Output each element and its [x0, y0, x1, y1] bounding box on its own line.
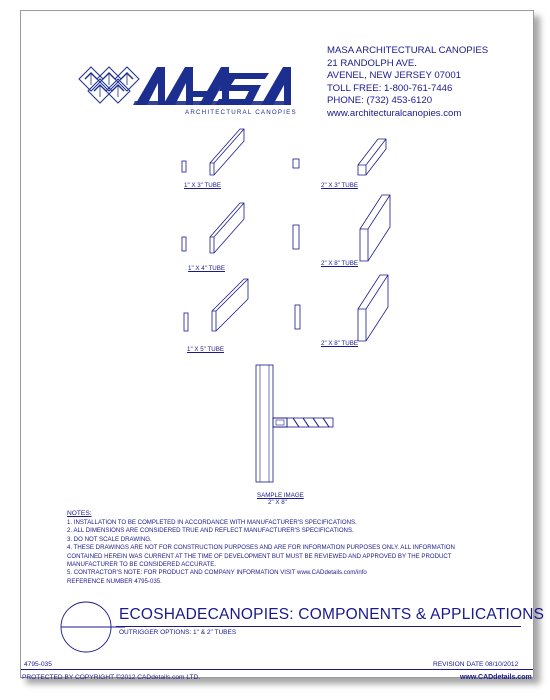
company-name: MASA ARCHITECTURAL CANOPIES	[327, 45, 489, 56]
logo-tagline: ARCHITECTURAL CANOPIES	[185, 109, 297, 116]
company-phone: PHONE: (732) 453-6120	[327, 95, 433, 106]
tube-label-2x8-second: 2" X 8" TUBE	[321, 340, 358, 347]
title-divider	[116, 626, 521, 627]
note-item: 2. ALL DIMENSIONS ARE CONSIDERED TRUE AND REFLECT MANUFACTURER'S SPECIFICATIONS.	[67, 527, 354, 535]
company-address-line1: 21 RANDOLPH AVE.	[327, 57, 417, 69]
drawing-reference-number: 4795-035	[24, 661, 52, 668]
note-item: MANUFACTURER TO BE CONSIDERED ACCURATE.	[67, 561, 216, 569]
tube-label-2x8: 2" X 8" TUBE	[321, 260, 358, 267]
section-marker-icon	[55, 597, 125, 657]
sample-image-size: 2" X 8"	[268, 499, 287, 506]
notes-title: NOTES:	[67, 510, 92, 517]
caddetails-link[interactable]: www.CADdetails.com	[460, 674, 532, 681]
note-item: CONTAINED HEREIN WAS CURRENT AT THE TIME OF DEVELOPMENT BUT MUST BE REVIEWED AND APPROVED BY THE PRODUCT	[67, 552, 452, 560]
footer-divider	[21, 669, 533, 670]
note-item: 1. INSTALLATION TO BE COMPLETED IN ACCORDANCE WITH MANUFACTURER'S SPECIFICATIONS.	[67, 519, 357, 526]
tube-label-1x4: 1" X 4" TUBE	[188, 265, 225, 272]
note-item: 3. DO NOT SCALE DRAWING.	[67, 535, 152, 543]
tube-label-1x3: 1" X 3" TUBE	[184, 182, 221, 189]
logo-wordmark	[133, 67, 291, 105]
tube-2x8-drawing	[286, 191, 396, 269]
note-item: 4. THESE DRAWINGS ARE NOT FOR CONSTRUCTION PURPOSES AND ARE FOR INFORMATION PURPOSES ONLY. ALL INFORMATION	[67, 544, 455, 552]
tube-2x8-second-drawing	[286, 269, 396, 349]
drawing-title: ECOSHADECANOPIES: COMPONENTS & APPLICATIONS	[119, 606, 545, 623]
tube-2x3-drawing	[286, 123, 386, 185]
drawing-sheet	[20, 10, 545, 678]
logo-emblem-icon	[79, 67, 139, 103]
company-tollfree: TOLL FREE: 1-800-761-7446	[327, 82, 453, 94]
note-item: REFERENCE NUMBER 4795-035.	[67, 577, 162, 585]
tube-1x5-drawing	[176, 275, 256, 347]
sample-image-drawing	[251, 361, 351, 491]
copyright-notice: PROTECTED BY COPYRIGHT ©2012 CADdetails.com LTD.	[22, 674, 201, 681]
note-item: 5. CONTRACTOR'S NOTE: FOR PRODUCT AND COMPANY INFORMATION VISIT www.CADdetails.com/info	[67, 569, 367, 577]
revision-date: REVISION DATE 08/10/2012	[433, 661, 519, 668]
tube-1x3-drawing	[176, 123, 256, 185]
tube-label-1x5: 1" X 5" TUBE	[187, 346, 224, 353]
masa-logo	[65, 61, 295, 117]
tube-label-2x3: 2" X 3" TUBE	[321, 182, 358, 189]
sample-image-label: SAMPLE IMAGE	[257, 492, 304, 499]
notes-list	[67, 519, 455, 586]
company-address-line2: AVENEL, NEW JERSEY 07001	[327, 70, 462, 81]
drawing-subtitle: OUTRIGGER OPTIONS: 1" & 2" TUBES	[119, 629, 237, 636]
company-website[interactable]: www.architecturalcanopies.com	[327, 107, 462, 119]
tube-1x4-drawing	[176, 199, 256, 269]
